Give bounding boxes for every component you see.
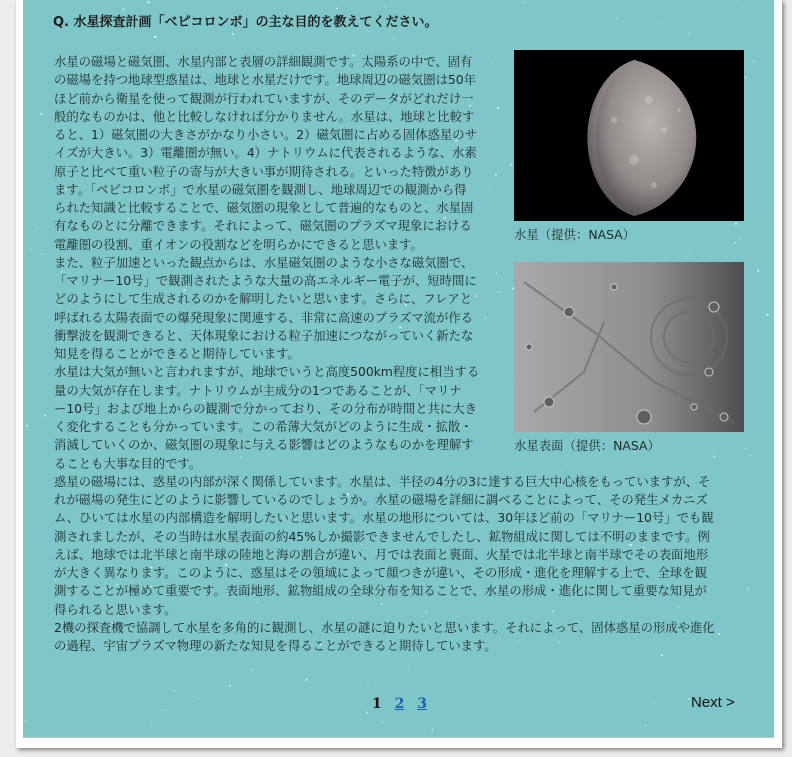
answer-text-line: ほど前から衛星を使って観測が行われていますが、そのデータがどれだけ一	[54, 90, 474, 106]
answer-text-line: く変化することも分かっています。この希薄大気がどのように生成・拡散・	[54, 419, 473, 434]
answer-text-line: ム、ひいては水星の内部構造を解明したいと思います。水星の地形については、30年ほど前の「マリナー10号」でも観	[54, 510, 714, 526]
content-panel	[23, 0, 774, 738]
answer-text-line: 原子と比べて重い粒子の寄与が大きい事が期待される。といった特徴があり	[54, 163, 474, 179]
answer-text-line: 量の大気が存在します。ナトリウムが主成分の1つであることが、「マリナ	[54, 382, 462, 398]
answer-text-line: また、粒子加速といった観点からは、水星磁気圏のような小さな磁気圏で、	[54, 254, 474, 270]
answer-text-line: 衝撃波を観測できると、天体現象における粒子加速につながっていく新たな	[54, 327, 474, 343]
answer-text-line: られた知識と比較することで、磁気圏の現象として普遍的なものと、水星固	[54, 200, 474, 215]
answer-text-line: 測することが極めて重要です。表面地形、鉱物組成の全球分布を知ることで、水星の形成・進化に関して重要な知見が	[54, 583, 707, 599]
answer-text-line: 消滅していくのか、磁気圏の現象に与える影響はどのようなものかを理解す	[54, 437, 474, 453]
answer-text-line: が大きく異なります。このように、惑星はその領域によって顔つきが違い、その形成・進化を理解する上で、全球を観	[54, 565, 707, 580]
mercury-surface-caption: 水星表面（提供：NASA）	[514, 438, 660, 453]
answer-text-line: 惑星の磁場には、惑星の内部が深く関係しています。水星は、半径の4分の3に達する巨大中心核をもっていますが、そ	[54, 473, 711, 489]
answer-text-line: 測されましたが、その当時は水星表面の約45%しか撮影できませんでしたし、鉱物組成に関しては不明のままです。例	[54, 528, 710, 544]
question-heading: Q. 水星探査計画「ベピコロンボ」の主な目的を教えてください。	[53, 15, 438, 30]
answer-text-line: の過程、宇宙プラズマ物理の新たな知見を得ることができると期待しています。	[54, 638, 497, 653]
answer-text-line: ることも大事な目的です。	[54, 455, 202, 471]
answer-text-line: ると、1）磁気圏の大きさがかなり小さい。2）磁気圏に占める固体惑星のサ	[54, 127, 477, 142]
answer-text-line: えば、地球では北半球と南半球の陸地と海の割合が違い、月では表面と裏面、火星では北半球と南半球でその表面地形	[54, 546, 709, 562]
answer-text-line: どのようにして生成されるのかを解明したいと思います。さらに、フレアと	[54, 291, 473, 307]
answer-text-line: れが磁場の発生にどのように影響しているのでしょうか。水星の磁場を詳細に調べることによって、その発生メカニズ	[54, 492, 708, 507]
answer-text-line: イズが大きい。3）電離圏が無い。4）ナトリウムに代表されるような、水素	[54, 145, 477, 161]
answer-text-line: ー10号」および地上からの観測で分かっており、その分布が時間と共に大き	[54, 400, 477, 416]
answer-text-line: 得られると思います。	[54, 601, 177, 617]
answer-text-line: 水星は大気が無いと言われますが、地球でいうと高度500km程度に相当する	[54, 364, 480, 380]
answer-text-line: 知見を得ることができると期待しています。	[54, 346, 300, 361]
mercury-surface-image	[514, 262, 744, 432]
answer-text-line: 2機の探査機で協調して水星を多角的に観測し、水星の謎に迫りたいと思います。それによって、固体惑星の形成や進化	[54, 619, 715, 635]
answer-text-line: ます。「ベピコロンボ」で水星の磁気圏を観測し、地球周辺での観測から得	[54, 181, 467, 197]
mercury-image	[514, 50, 744, 221]
next-page-link[interactable]: Next >	[691, 694, 735, 711]
answer-text-line: 呼ばれる太陽表面での爆発現象に関連する、非常に高速のプラズマ流が作る	[54, 309, 473, 325]
page-link-2[interactable]: 2	[394, 696, 405, 712]
answer-text-line: 電離圏の役割、重イオンの役割などを明らかにできると思います。	[54, 236, 423, 252]
pagination	[372, 696, 435, 712]
answer-text-line: 「マリナー10号」で観測されたような大量の高エネルギー電子が、短時間に	[54, 273, 477, 288]
mercury-image-caption: 水星（提供：NASA）	[514, 227, 636, 242]
answer-text-line: の磁場を持つ地球型惑星は、地球と水星だけです。地球周辺の磁気圏は50年	[54, 72, 476, 88]
answer-text-line: 般的なものかは、他と比較しなければ分かりません。水星は、地球と比較す	[54, 108, 475, 124]
page-current: 1	[372, 696, 382, 712]
answer-text-line: 水星の磁場と磁気圏、水星内部と表層の詳細観測です。太陽系の中で、固有	[54, 54, 473, 69]
page-link-3[interactable]: 3	[417, 696, 427, 712]
answer-text-line: 有なものとに分離できます。それによって、磁気圏のプラズマ現象における	[54, 218, 472, 234]
